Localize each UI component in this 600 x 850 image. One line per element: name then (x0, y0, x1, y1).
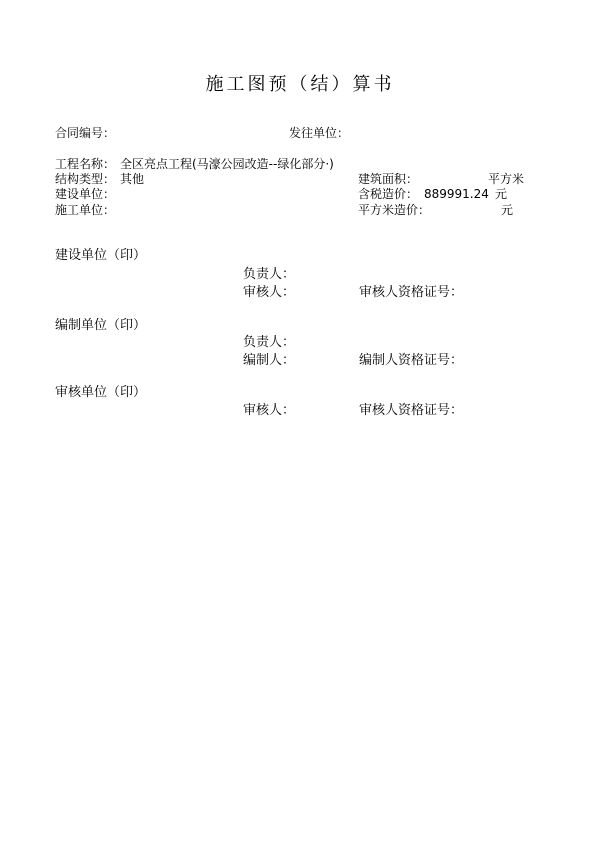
compiler-cert-label: 编制人资格证号： (359, 353, 464, 368)
area-label: 建筑面积： (358, 172, 419, 186)
issuer-label: 发往单位： (289, 126, 350, 140)
structure-type-value: 其他 (120, 172, 145, 186)
structure-type-label: 结构类型： (55, 172, 116, 186)
builder-seal-heading: 建设单位（印） (55, 248, 147, 263)
tax-price-label: 含税造价： (358, 187, 419, 201)
tax-price-value: 889991.24 (424, 187, 489, 201)
reviewer-person-label: 审核人： (243, 403, 296, 418)
reviewer-cert-label: 审核人资格证号： (359, 403, 464, 418)
project-name-label: 工程名称： (55, 157, 116, 171)
builder-label: 建设单位： (55, 187, 116, 201)
compiler-seal-heading: 编制单位（印） (55, 318, 147, 333)
builder-responsible-label: 负责人： (243, 267, 296, 282)
constructor-label: 施工单位： (55, 203, 116, 217)
unit-price-label: 平方米造价： (358, 203, 431, 217)
project-name-value: 全区亮点工程(马濠公园改造--绿化部分·) (120, 157, 334, 171)
compiler-person-label: 编制人： (243, 353, 296, 368)
builder-reviewer-cert-label: 审核人资格证号： (359, 285, 464, 300)
unit-price-unit: 元 (501, 203, 514, 217)
area-unit: 平方米 (488, 172, 525, 186)
builder-reviewer-label: 审核人： (243, 285, 296, 300)
reviewer-seal-heading: 审核单位（印） (55, 385, 147, 400)
compiler-responsible-label: 负责人： (243, 335, 296, 350)
contract-no-label: 合同编号： (55, 126, 116, 140)
tax-price-unit: 元 (495, 187, 508, 201)
page-title: 施工图预（结）算书 (205, 74, 395, 95)
